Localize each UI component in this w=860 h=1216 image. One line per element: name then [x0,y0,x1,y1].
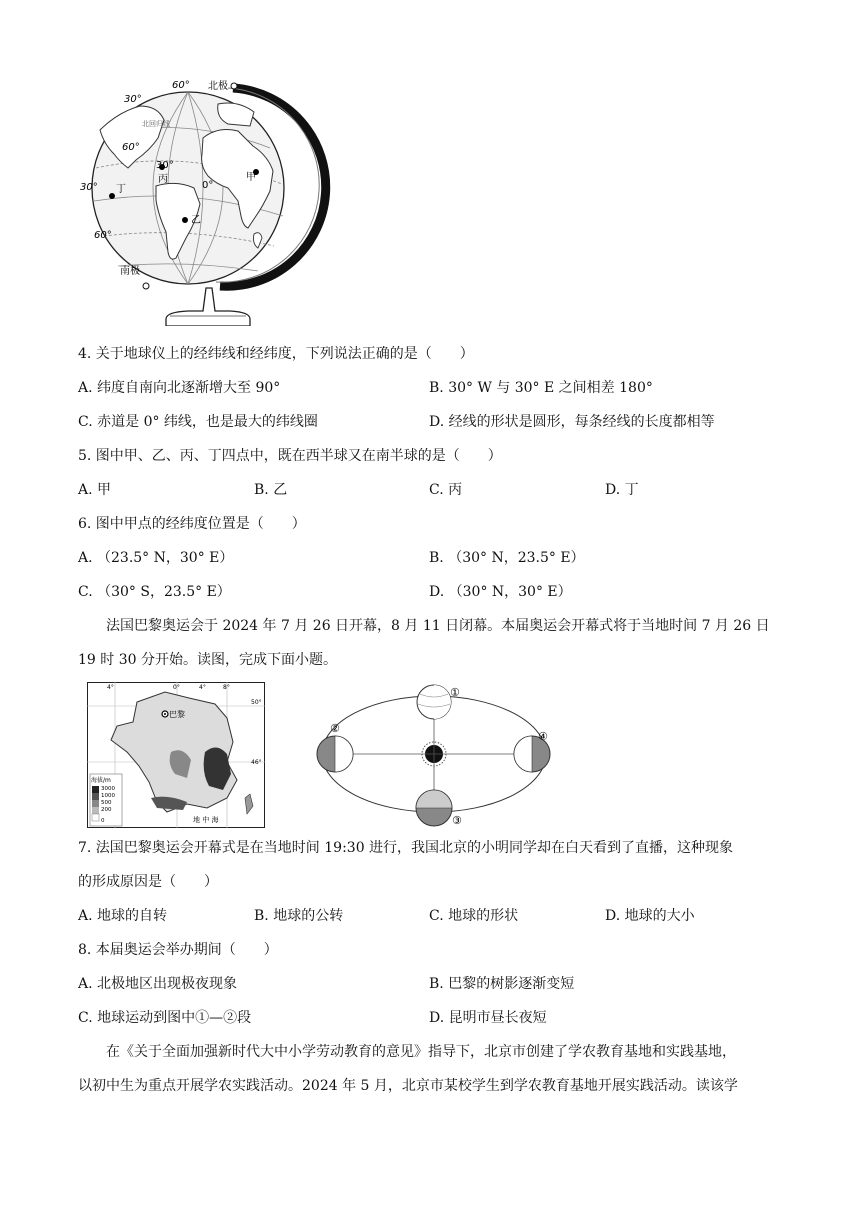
q4-option-a[interactable]: A. 纬度自南向北逐渐增大至 90° [78,380,281,396]
q4-option-d[interactable]: D. 经线的形状是圆形，每条经线的长度都相等 [429,414,715,430]
lon-label-2: 0° [173,684,180,691]
position-2-label: ② [330,722,340,735]
point-yi-dot [182,217,188,223]
lon0-label: 0° [202,180,214,191]
earth-position-3 [416,790,452,826]
lat30-inner-label: 30° [156,160,174,171]
passage2-line1: 在《关于全面加强新时代大中小学劳动教育的意见》指导下，北京市创建了学农教育基地和实践基地， [106,1044,736,1060]
q4-option-b[interactable]: B. 30° W 与 30° E 之间相差 180° [429,380,653,396]
legend-value-4: 200 [101,807,112,813]
lat30-left-label: 30° [80,182,98,193]
lat60-left-label: 60° [122,142,140,153]
lat-label-1: 50° [251,699,262,706]
point-ding-dot [109,193,115,199]
q8-option-b[interactable]: B. 巴黎的树影逐渐变短 [429,976,575,992]
q6-option-a[interactable]: A. （23.5° N，30° E） [78,550,234,566]
q6-stem: 6. 图中甲点的经纬度位置是（ ） [78,516,306,532]
q7-option-d[interactable]: D. 地球的大小 [605,908,695,924]
q5-option-c[interactable]: C. 丙 [429,482,463,498]
earth-position-1 [417,685,451,719]
legend-value-1: 3000 [101,786,115,792]
lon-label-1: 4° [107,684,114,691]
q7-stem-line2: 的形成原因是（ ） [78,874,218,890]
south-pole-label: 南极 [120,266,140,277]
legend-value-5: 0 [101,818,105,824]
lat60n-label: 60° [172,80,190,91]
point-yi-label: 乙 [191,215,201,226]
q5-stem: 5. 图中甲、乙、丙、丁四点中，既在西半球又在南半球的是（ ） [78,448,502,464]
q5-option-b[interactable]: B. 乙 [254,482,288,498]
q5-option-d[interactable]: D. 丁 [605,482,639,498]
q8-option-a[interactable]: A. 北极地区出现极夜现象 [78,976,238,992]
legend-title: 海拔/m [91,777,111,784]
france-map-figure [87,682,265,828]
q6-option-c[interactable]: C. （30° S，23.5° E） [78,584,231,600]
earth-position-2 [317,736,353,772]
legend-value-3: 500 [101,800,112,806]
position-3-label: ③ [452,814,462,827]
tropic-label: 北回归线 [142,120,170,128]
q8-option-c[interactable]: C. 地球运动到图中①—②段 [78,1010,252,1026]
lon-label-3: 4° [199,684,206,691]
point-jia-label: 甲 [246,172,256,183]
point-bing-label: 丙 [158,174,168,185]
q6-option-d[interactable]: D. （30° N，30° E） [429,584,572,600]
globe-figure [78,76,378,326]
position-4-label: ④ [538,730,548,743]
q7-stem-line1: 7. 法国巴黎奥运会开幕式是在当地时间 19:30 进行，我国北京的小明同学却在白天看到了直播，这种现象 [78,840,734,856]
position-1-label: ① [450,686,460,699]
q7-option-c[interactable]: C. 地球的形状 [429,908,519,924]
q7-option-a[interactable]: A. 地球的自转 [78,908,168,924]
lat30n-label: 30° [124,94,142,105]
q5-option-a[interactable]: A. 甲 [78,482,112,498]
q4-option-c[interactable]: C. 赤道是 0° 纬线，也是最大的纬线圈 [78,414,318,430]
q8-option-d[interactable]: D. 昆明市昼长夜短 [429,1010,547,1026]
q8-stem: 8. 本届奥运会举办期间（ ） [78,942,278,958]
passage1-line2: 19 时 30 分开始。读图，完成下面小题。 [78,652,337,668]
lat60s-label: 60° [94,230,112,241]
lat-label-2: 46° [251,759,262,766]
lon-label-4: 8° [223,684,230,691]
earth-orbit-figure [310,682,560,832]
passage2-line2: 以初中生为重点开展学农实践活动。2024 年 5 月，北京市某校学生到学农教育基地开展实践活动。读该学 [78,1078,738,1094]
passage1-line1: 法国巴黎奥运会于 2024 年 7 月 26 日开幕，8 月 11 日闭幕。本届奥运会开幕式将于当地时间 7 月 26 日 [106,618,770,634]
legend-value-2: 1000 [101,793,115,799]
paris-label: 巴黎 [169,710,185,719]
sea-label: 地 中 海 [193,816,219,824]
point-ding-label: 丁 [116,184,126,195]
north-pole-label: 北极 [208,81,228,92]
q4-stem: 4. 关于地球仪上的经纬线和经纬度，下列说法正确的是（ ） [78,346,474,362]
q6-option-b[interactable]: B. （30° N，23.5° E） [429,550,585,566]
q7-option-b[interactable]: B. 地球的公转 [254,908,344,924]
